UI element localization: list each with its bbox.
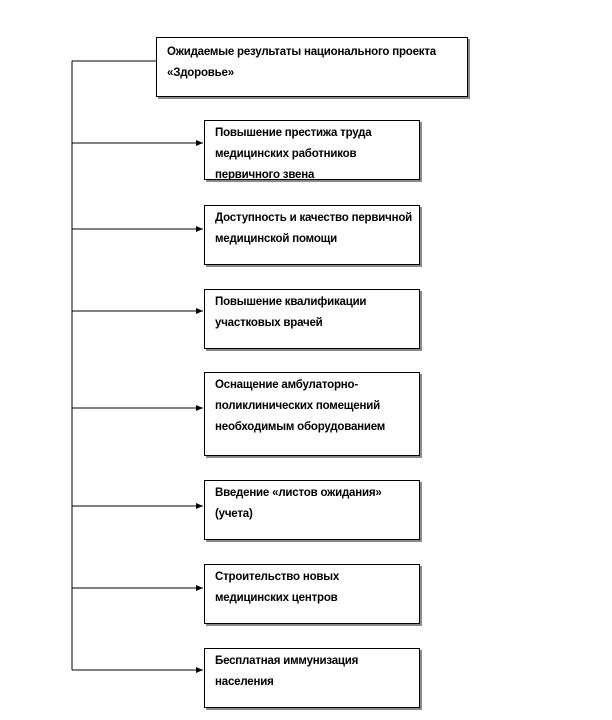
result-box-7-text: Бесплатная иммунизация населения — [215, 655, 359, 688]
result-box-3 — [204, 289, 420, 349]
result-box-4 — [204, 372, 420, 456]
result-box-6-text: Строительство новых медицинских центров — [215, 571, 340, 604]
root-box-text: Ожидаемые результаты национального проекта «Здоровье» — [167, 46, 436, 79]
result-box-7 — [204, 648, 420, 708]
result-box-4-text: Оснащение амбулаторно-поликлинических помещений необходимым оборудованием — [215, 379, 386, 433]
result-box-1-text: Повышение престижа труда медицинских работников первичного звена — [215, 127, 372, 180]
result-box-6 — [204, 564, 420, 624]
result-box-5-text: Введение «листов ожидания» (учета) — [215, 487, 382, 520]
result-box-2 — [204, 205, 420, 265]
result-box-1 — [204, 120, 420, 180]
result-box-3-text: Повышение квалификации участковых врачей — [215, 296, 367, 329]
result-box-5 — [204, 480, 420, 540]
root-box — [156, 37, 468, 97]
result-box-2-text: Доступность и качество первичной медицинской помощи — [215, 212, 413, 245]
